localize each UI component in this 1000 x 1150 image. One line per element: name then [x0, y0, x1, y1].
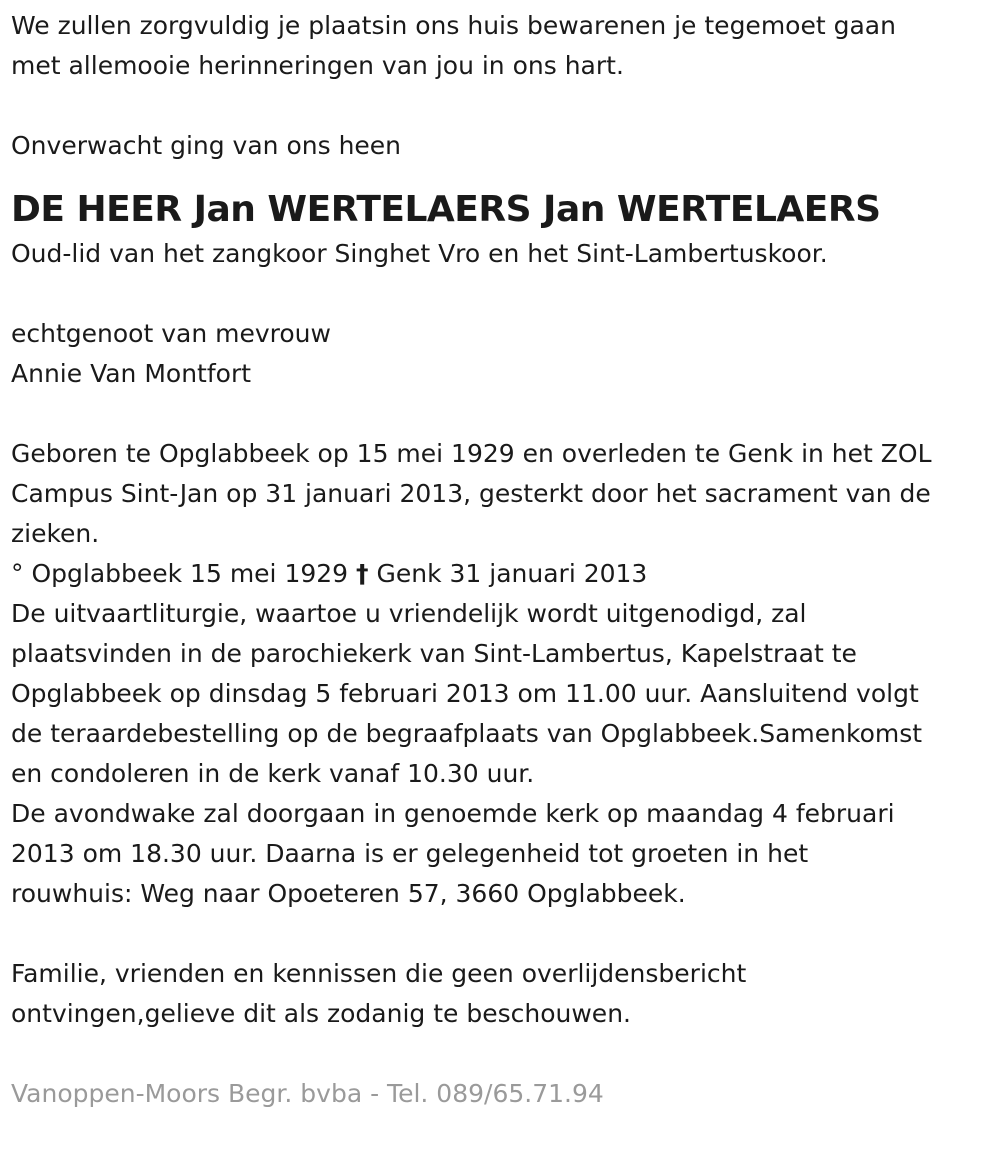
spouse-section — [11, 314, 986, 394]
notice-section — [11, 954, 986, 1034]
spacer — [11, 394, 986, 434]
funeral-line: en condoleren in de kerk vanaf 10.30 uur. — [11, 759, 535, 788]
deceased-description: Oud-lid van het zangkoor Singhet Vro en het Sint-Lambertuskoor. — [11, 239, 828, 268]
spacer — [11, 914, 986, 954]
spacer — [11, 86, 986, 126]
birth-death-line: Campus Sint-Jan op 31 januari 2013, gesterkt door het sacrament van de — [11, 479, 931, 508]
wake-section — [11, 794, 986, 914]
wake-line: De avondwake zal doorgaan in genoemde kerk op maandag 4 februari — [11, 799, 895, 828]
poem-line: met allemooie herinneringen van jou in ons hart. — [11, 51, 624, 80]
deceased-name: DE HEER Jan WERTELAERS Jan WERTELAERS — [11, 189, 881, 230]
obituary-notice — [11, 6, 986, 1114]
cross-icon: † — [356, 559, 369, 588]
born-symbol: ° — [11, 559, 24, 588]
funeral-section — [11, 594, 986, 794]
died-date: Genk 31 januari 2013 — [376, 559, 648, 588]
poem-line: We zullen zorgvuldig je plaatsin ons huis bewarenen je tegemoet gaan — [11, 11, 896, 40]
funeral-line: plaatsvinden in de parochiekerk van Sint-Lambertus, Kapelstraat te — [11, 639, 857, 668]
spacer — [11, 274, 986, 314]
dates-line — [11, 554, 986, 594]
birth-death-line: zieken. — [11, 519, 100, 548]
funeral-line: De uitvaartliturgie, waartoe u vriendelijk wordt uitgenodigd, zal — [11, 599, 807, 628]
birth-death-section — [11, 434, 986, 594]
spouse-name: Annie Van Montfort — [11, 359, 252, 388]
funeral-line: de teraardebestelling op de begraafplaats van Opglabbeek.Samenkomst — [11, 719, 923, 748]
born-date: Opglabbeek 15 mei 1929 — [31, 559, 349, 588]
wake-line: 2013 om 18.30 uur. Daarna is er gelegenheid tot groeten in het — [11, 839, 809, 868]
birth-death-line: Geboren te Opglabbeek op 15 mei 1929 en overleden te Genk in het ZOL — [11, 439, 932, 468]
notice-line: ontvingen,gelieve dit als zodanig te beschouwen. — [11, 999, 631, 1028]
funeral-line: Opglabbeek op dinsdag 5 februari 2013 om 11.00 uur. Aansluitend volgt — [11, 679, 919, 708]
poem-section — [11, 6, 986, 86]
spouse-label: echtgenoot van mevrouw — [11, 319, 331, 348]
wake-line: rouwhuis: Weg naar Opoeteren 57, 3660 Opglabbeek. — [11, 879, 686, 908]
intro-text: Onverwacht ging van ons heen — [11, 131, 402, 160]
notice-line: Familie, vrienden en kennissen die geen overlijdensbericht — [11, 959, 747, 988]
funeral-home-footer: Vanoppen-Moors Begr. bvba - Tel. 089/65.71.94 — [11, 1079, 604, 1108]
spacer — [11, 1034, 986, 1074]
